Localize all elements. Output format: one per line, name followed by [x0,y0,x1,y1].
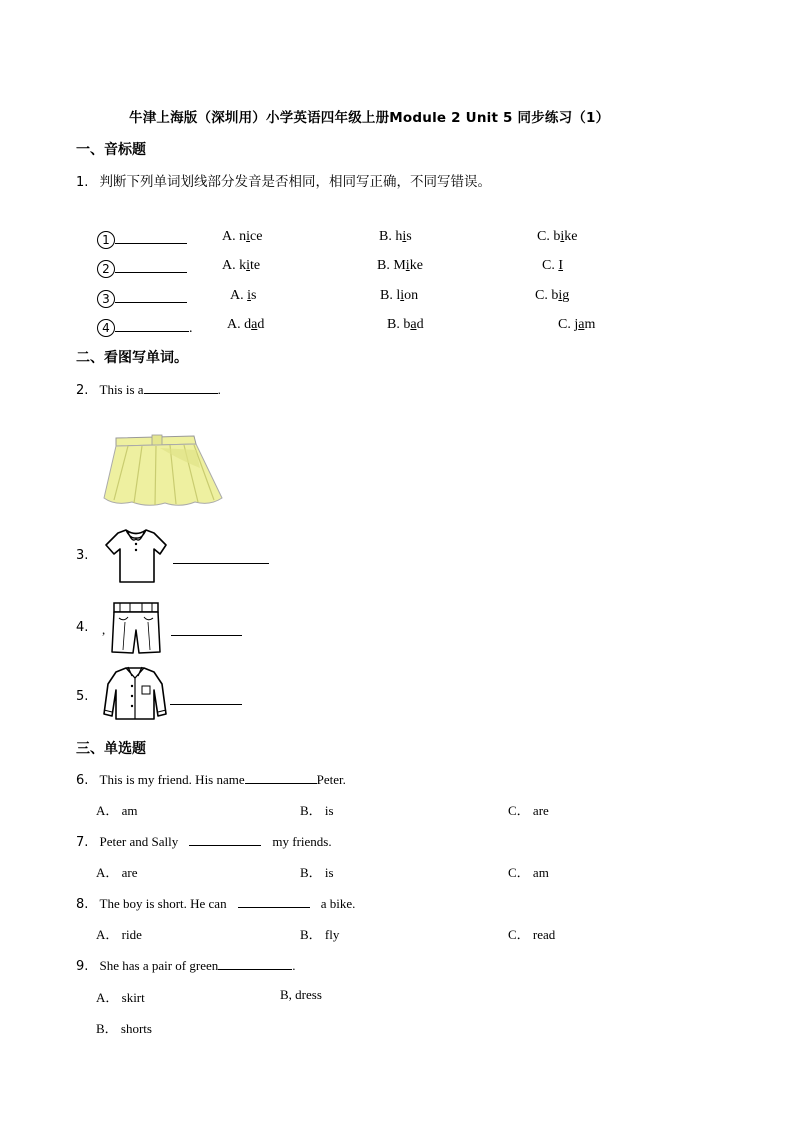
option-a: A. nice [222,229,263,244]
choice-c[interactable]: C． am [508,865,549,880]
question-7: 7. Peter and Sally my friends. [76,834,332,850]
option-b: B. Mike [377,258,423,273]
phonics-row-1 [97,229,187,249]
section-1-heading: 一、音标题 [76,142,146,158]
question-text: This is a [99,382,144,397]
choice-b[interactable]: B． is [300,865,334,880]
section-3-heading: 三、单选题 [76,741,146,757]
answer-blank-3[interactable] [173,551,269,564]
answer-blank[interactable] [218,957,292,970]
question-text: 判断下列单词划线部分发音是否相同，相同写正确，不同写错误。 [99,174,491,190]
question-1 [76,170,491,190]
question-number: 2. [76,383,89,398]
question-5-number: 5. [76,689,89,704]
option-b: B. lion [380,288,419,303]
answer-blank[interactable] [189,833,261,846]
skirt-icon [100,430,225,510]
question-text: The boy is short. He can [99,896,227,911]
option-b: B. bad [387,317,424,332]
option-a: A. kite [222,258,261,273]
answer-blank[interactable] [245,771,317,784]
answer-blank[interactable] [115,231,187,244]
question-4-number: 4. [76,620,89,635]
answer-blank[interactable] [115,260,187,273]
question-number: 8. [76,897,89,912]
choice-a[interactable]: A． skirt [96,990,145,1005]
circled-number: 2 [97,260,115,278]
shirt-icon [102,664,168,722]
question-9: 9. She has a pair of green . [76,958,296,974]
phonics-row-2 [97,258,187,278]
circled-number: 1 [97,231,115,249]
answer-blank[interactable] [115,290,187,303]
choice-b[interactable]: B． fly [300,927,340,942]
question-8: 8. The boy is short. He can a bike. [76,896,356,912]
answer-blank[interactable] [238,895,310,908]
question-text: Peter and Sally [99,834,179,849]
option-a: A. is [230,288,257,303]
shorts-icon [110,600,162,656]
choice-c[interactable]: C． read [508,927,556,942]
question-6: 6. This is my friend. His name Peter. [76,772,346,788]
answer-blank[interactable] [144,381,218,394]
page-title: 牛津上海版（深圳用）小学英语四年级上册Module 2 Unit 5 同步练习（1） [129,110,610,126]
question-3-number: 3. [76,548,89,563]
question-number: 9. [76,959,89,974]
question-2: 2. This is a . [76,382,221,398]
answer-blank-5[interactable] [170,692,242,705]
option-a: A. dad [227,317,265,332]
circled-number: 4 [97,319,115,337]
option-b: B. his [379,229,412,244]
question-number: 6. [76,773,89,788]
answer-blank[interactable] [115,319,189,332]
option-c: C. big [535,288,570,303]
choice-c[interactable]: B． shorts [96,1021,152,1036]
choice-b[interactable]: B, dress [280,987,322,1002]
choice-b[interactable]: B． is [300,803,334,818]
question-text: This is my friend. His name [99,772,245,787]
option-c: C. jam [558,317,596,332]
choice-a[interactable]: A． are [96,865,138,880]
choice-a[interactable]: A． ride [96,927,142,942]
option-c: C. I [542,258,564,273]
circled-number: 3 [97,290,115,308]
choice-a[interactable]: A． am [96,803,138,818]
answer-blank-4[interactable] [171,623,242,636]
option-c: C. bike [537,229,578,244]
phonics-row-4: 4 . [97,317,193,337]
choice-c[interactable]: C． are [508,803,549,818]
section-2-heading: 二、看图写单词。 [76,350,188,366]
t-shirt-icon [104,527,168,585]
question-number: 1. [76,175,89,190]
question-number: 7. [76,835,89,850]
phonics-row-3 [97,288,187,308]
question-text: She has a pair of green [99,958,219,973]
